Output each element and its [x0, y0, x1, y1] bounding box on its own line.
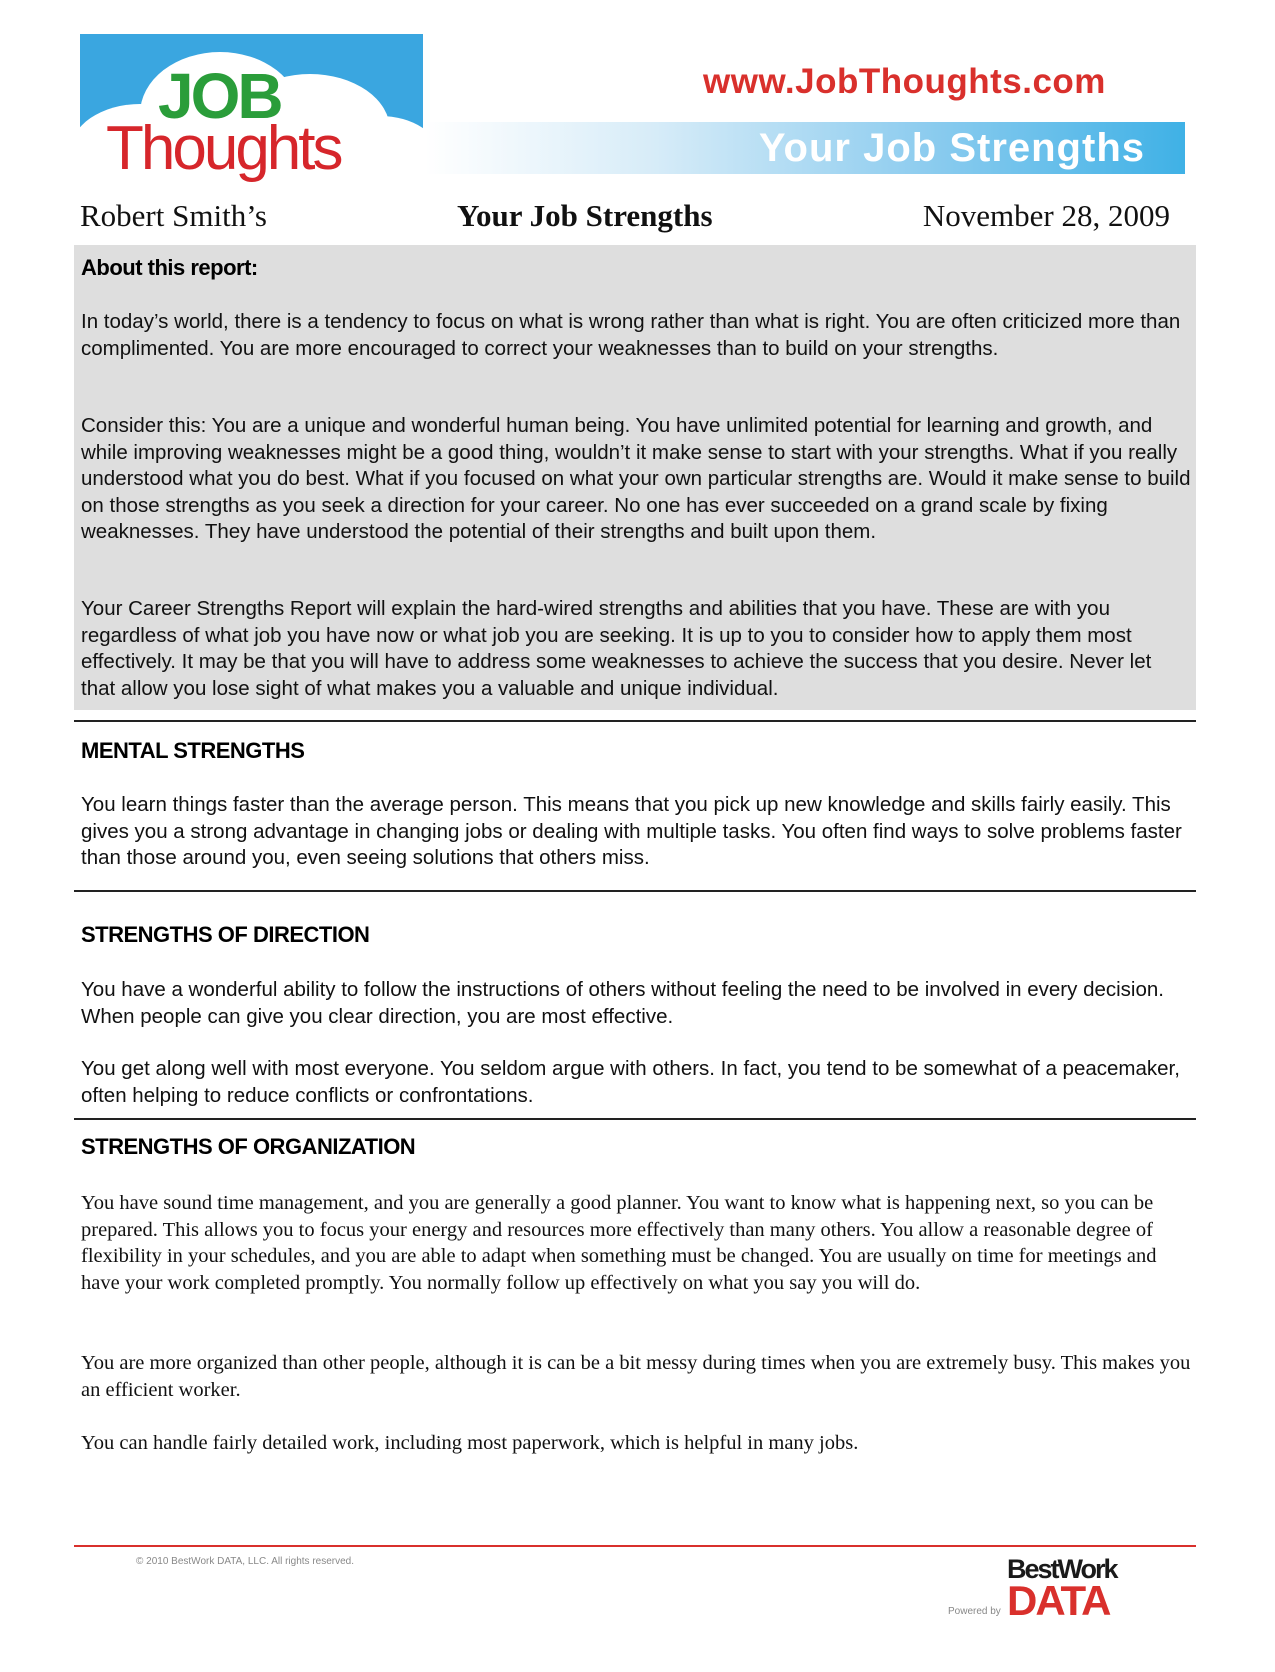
copyright-text: © 2010 BestWork DATA, LLC. All rights reserved.: [136, 1556, 355, 1567]
section-heading-organization: STRENGTHS OF ORGANIZATION: [81, 1134, 416, 1159]
about-paragraph: Consider this: You are a unique and wonderful human being. You have unlimited potential for learning and growth, and while improving weaknesses might be a good thing, wouldn’t it make sense to start with your strengths. What if you really understood what you do best. What if you focused on what your own particular strengths are. Would it make sense to build on those strengths as you seek a direction for your career. No one has ever succeeded on a grand scale by fixing weaknesses. They have understood the potential of their strengths and built upon them.: [81, 414, 1191, 543]
about-box: [74, 245, 1196, 710]
title-row: [80, 198, 1170, 238]
powered-by-text: Powered by: [948, 1606, 1001, 1617]
section-paragraph: You have sound time management, and you are generally a good planner. You want to know what is happening next, so you can be prepared. This allows you to focus your energy and resources more effectively than many others. You allow a reasonable degree of flexibility in your schedules, and you are able to adapt when something must be changed. You are usually on time for meetings and have your work completed promptly. You normally follow up effectively on what you say you will do.: [81, 1192, 1157, 1294]
section-paragraph: You get along well with most everyone. You seldom argue with others. In fact, you tend to be somewhat of a peacemaker, often helping to reduce conflicts or confrontations.: [81, 1057, 1180, 1107]
section-paragraph: You learn things faster than the average person. This means that you pick up new knowledge and skills fairly easily. This gives you a strong advantage in changing jobs or dealing with multiple tasks. You often find ways to solve problems faster than those around you, even seeing solutions that others miss.: [81, 793, 1182, 869]
section-paragraph: You have a wonderful ability to follow the instructions of others without feeling the need to be involved in every decision. When people can give you clear direction, you are most effective.: [81, 978, 1164, 1028]
jobthoughts-logo: [80, 34, 423, 184]
section-divider: [74, 890, 1196, 892]
section-heading-direction: STRENGTHS OF DIRECTION: [81, 922, 370, 947]
about-paragraph: Your Career Strengths Report will explain the hard-wired strengths and abilities that you have. These are with you regardless of what job you have now or what job you are seeking. It is up to you to consider how to apply them most effectively. It may be that you will have to address some weaknesses to achieve the success that you desire. Never let that allow you lose sight of what makes you a valuable and unique individual.: [81, 597, 1152, 700]
site-url[interactable]: www.JobThoughts.com: [703, 62, 1106, 101]
about-paragraph: In today’s world, there is a tendency to focus on what is wrong rather than what is right. You are often criticized more than complimented. You are more encouraged to correct your weaknesses than to build on your strengths.: [81, 310, 1181, 360]
section-divider: [74, 1118, 1196, 1120]
header-banner: [425, 122, 1185, 174]
section-paragraph: You are more organized than other people, although it is can be a bit messy during times when you are extremely busy. This makes you an efficient worker.: [81, 1352, 1191, 1401]
logo-thoughts-text: Thoughts: [106, 114, 341, 183]
banner-title: Your Job Strengths: [758, 126, 1145, 170]
section-paragraph: You can handle fairly detailed work, including most paperwork, which is helpful in many jobs.: [81, 1432, 859, 1454]
report-date: November 28, 2009: [922, 198, 1170, 233]
footer-divider: [74, 1545, 1196, 1547]
section-heading-mental: MENTAL STRENGTHS: [81, 738, 305, 763]
section-divider: [74, 720, 1196, 722]
person-name: Robert Smith’s: [80, 198, 267, 233]
bestwork-data-logo: [1007, 1556, 1127, 1626]
about-heading: About this report:: [81, 255, 258, 280]
report-title: Your Job Strengths: [457, 198, 713, 233]
logo-job-text: JOB: [158, 60, 281, 132]
data-logo-text: DATA: [1007, 1577, 1110, 1624]
bestwork-logo-text: BestWork: [1007, 1554, 1117, 1584]
